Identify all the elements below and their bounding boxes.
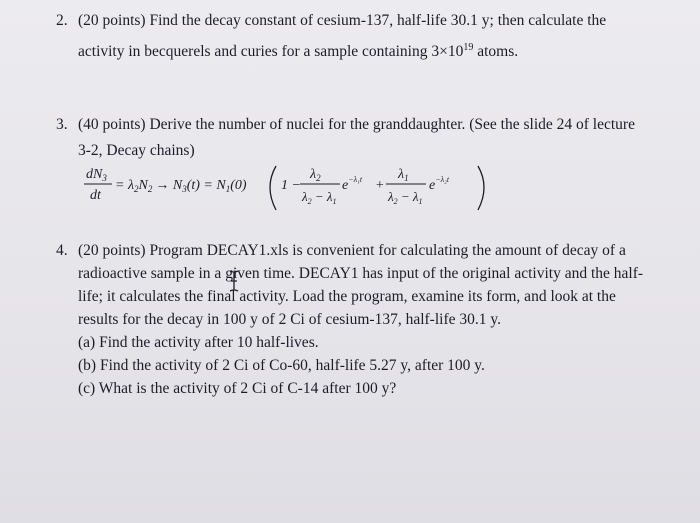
exp-term-1: $e^{-\lambda_1t}$ (342, 175, 363, 193)
text-segment: atoms. (473, 43, 519, 61)
decay-chain-equation (78, 163, 498, 213)
one-minus: 1 − (281, 178, 301, 193)
question-text-line: results for the decay in 100 y of 2 Ci of cesium-137, half-life 30.1 y. (78, 311, 501, 328)
left-paren (270, 166, 276, 210)
question-number: 4. (56, 242, 68, 259)
exp-term-2: $e^{-\lambda_2t}$ (429, 175, 450, 193)
question-number: 2. (56, 12, 68, 29)
equation-svg (78, 163, 498, 213)
frac1-denominator: $\lambda_2 - \lambda_1$ (302, 189, 337, 206)
equation-middle: = $\lambda_2N_2 \to N_3(t) = N_1(0)$ (115, 178, 247, 194)
question-text-line: (20 points) Program DECAY1.xls is convenient for calculating the amount of decay of a (78, 242, 626, 259)
lhs-denominator: dt (90, 188, 101, 203)
text-cursor-icon (227, 270, 241, 292)
sub-question-c: (c) What is the activity of 2 Ci of C-14 after 100 y? (78, 380, 397, 397)
sub-question-a: (a) Find the activity after 10 half-lives. (78, 334, 319, 351)
right-paren (478, 166, 484, 210)
question-text-line (78, 37, 518, 62)
plus-sign: + (375, 178, 385, 193)
frac2-numerator: $\lambda_1$ (398, 167, 409, 183)
question-text-line: radioactive sample in a given time. DECAY1 has input of the original activity and the half- (78, 265, 644, 282)
lhs-numerator: $dN_3$ (86, 167, 107, 183)
question-text-line: (20 points) Find the decay constant of cesium-137, half-life 30.1 y; then calculate the (78, 12, 607, 29)
frac1-numerator: $\lambda_2$ (310, 167, 321, 183)
question-text-line: (40 points) Derive the number of nuclei for the granddaughter. (See the slide 24 of lecture (78, 116, 635, 133)
frac2-denominator: $\lambda_2 - \lambda_1$ (388, 189, 423, 206)
text-segment: activity in becquerels and curies for a sample containing 3×10 (78, 43, 464, 61)
sub-question-b: (b) Find the activity of 2 Ci of Co-60, half-life 5.27 y, after 100 y. (78, 357, 485, 374)
exponent: 19 (463, 42, 474, 53)
question-text-line: life; it calculates the final activity. Load the program, examine its form, and look at the (78, 288, 616, 305)
question-number: 3. (56, 116, 68, 133)
question-text-line: 3-2, Decay chains) (78, 142, 195, 159)
